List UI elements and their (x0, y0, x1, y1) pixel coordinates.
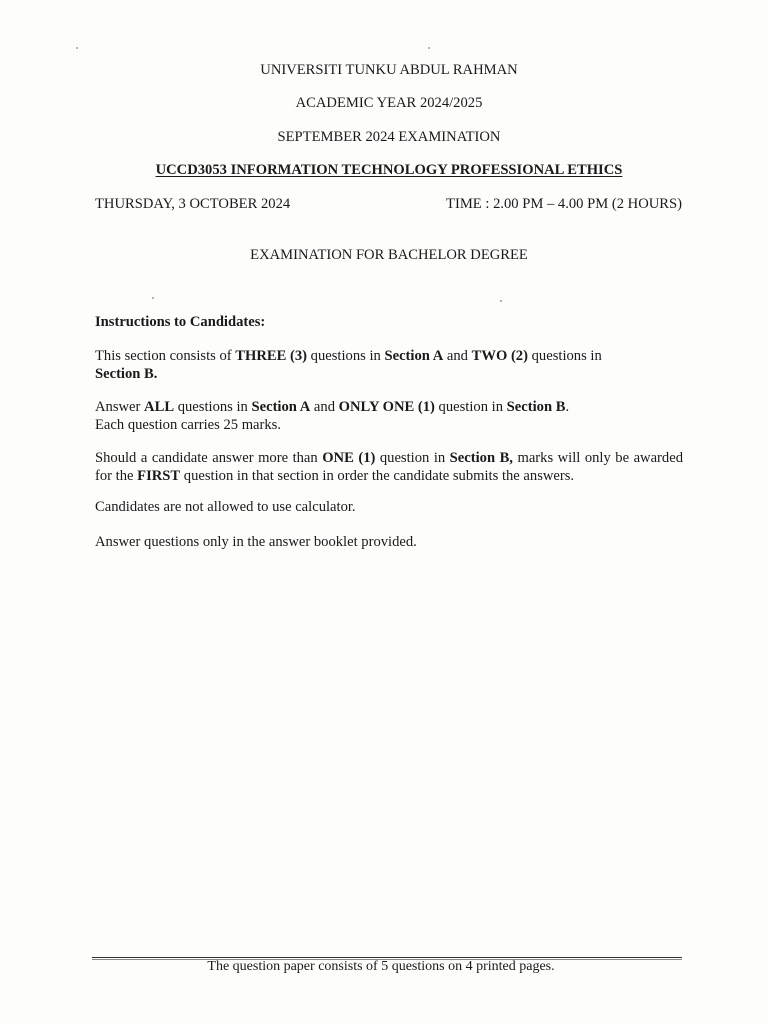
instructions-heading: Instructions to Candidates: (95, 314, 266, 330)
footer-note: The question paper consists of 5 questions on 4 printed pages. (207, 959, 555, 974)
text-run: This section consists of (95, 348, 236, 364)
course-title: UCCD3053 INFORMATION TECHNOLOGY PROFESSIONAL ETHICS (155, 162, 623, 178)
instruction-sections (95, 347, 683, 383)
scan-speck (428, 47, 430, 49)
text-run: questions in (174, 399, 252, 415)
university-name: UNIVERSITI TUNKU ABDUL RAHMAN (260, 62, 518, 78)
text-run: question in that section in order the candidate submits the answers. (180, 468, 575, 484)
bold-run: Section A (384, 348, 444, 364)
marks-note: Each question carries 25 marks. (95, 417, 282, 433)
text-run: questions in (307, 348, 385, 364)
text-run: question in (375, 450, 450, 466)
bold-run: ONLY ONE (1) (338, 399, 435, 415)
text-run: marks will only be awarded for the (95, 450, 683, 484)
instruction-answer (95, 398, 683, 434)
text-run: . (565, 399, 570, 415)
bold-run: ONE (1) (322, 450, 376, 466)
text-run: question in (434, 399, 507, 415)
footer-divider (92, 957, 682, 958)
exam-time: TIME : 2.00 PM – 4.00 PM (2 HOURS) (446, 196, 682, 212)
text-run: Answer (95, 399, 145, 415)
exam-session: SEPTEMBER 2024 EXAMINATION (277, 129, 501, 145)
exam-for: EXAMINATION FOR BACHELOR DEGREE (250, 247, 528, 263)
instruction-calculator: Candidates are not allowed to use calculator. (95, 499, 356, 515)
bold-run: Section B. (95, 366, 158, 382)
text-run: Should a candidate answer more than (95, 450, 323, 466)
bold-run: Section B (506, 399, 566, 415)
bold-run: Section B, (449, 450, 513, 466)
instruction-extra-answer (95, 449, 683, 485)
academic-year: ACADEMIC YEAR 2024/2025 (295, 95, 483, 111)
scan-speck (152, 297, 154, 299)
text-run: and (310, 399, 339, 415)
instruction-booklet: Answer questions only in the answer booklet provided. (95, 534, 417, 550)
bold-run: THREE (3) (235, 348, 308, 364)
bold-run: ALL (144, 399, 175, 415)
exam-date: THURSDAY, 3 OCTOBER 2024 (95, 196, 291, 212)
bold-run: FIRST (137, 468, 181, 484)
text-run: and (443, 348, 472, 364)
bold-run: Section A (251, 399, 311, 415)
bold-run: TWO (2) (471, 348, 528, 364)
scan-speck (500, 300, 502, 302)
scan-speck (76, 47, 78, 49)
text-run: questions in (527, 348, 602, 364)
